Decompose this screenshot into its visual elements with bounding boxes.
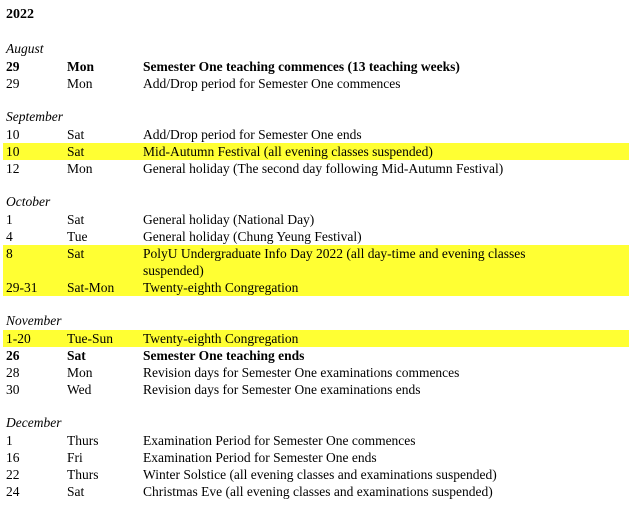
calendar-row-highlighted	[3, 330, 629, 347]
row-description: Examination Period for Semester One commences	[143, 433, 416, 448]
row-day: Sat	[67, 144, 85, 159]
row-description: Mid-Autumn Festival (all evening classes suspended)	[143, 144, 433, 159]
month-heading-october: October	[6, 194, 51, 209]
row-day: Sat	[67, 127, 85, 142]
calendar-row	[3, 75, 629, 92]
calendar-row	[3, 58, 629, 75]
row-day: Wed	[67, 382, 92, 397]
row-day: Sat	[67, 484, 85, 499]
calendar-row	[3, 126, 629, 143]
row-description: Add/Drop period for Semester One ends	[143, 127, 362, 142]
row-day: Mon	[67, 59, 94, 74]
row-day: Fri	[67, 450, 83, 465]
row-description: Christmas Eve (all evening classes and examinations suspended)	[143, 484, 493, 499]
row-date: 12	[6, 161, 20, 176]
row-description: PolyU Undergraduate Info Day 2022 (all day-time and evening classes suspended)	[143, 246, 526, 278]
row-description: General holiday (Chung Yeung Festival)	[143, 229, 362, 244]
row-day: Thurs	[67, 467, 99, 482]
row-date: 1-20	[6, 331, 31, 346]
row-day: Sat	[67, 246, 85, 261]
calendar-row-highlighted	[3, 245, 629, 279]
row-description: Revision days for Semester One examinations commences	[143, 365, 460, 380]
month-heading-september: September	[6, 109, 63, 124]
row-date: 10	[6, 127, 20, 142]
calendar-row	[3, 381, 629, 398]
row-day: Thurs	[67, 433, 99, 448]
row-description: Examination Period for Semester One ends	[143, 450, 377, 465]
row-day: Sat	[67, 212, 85, 227]
row-date: 10	[6, 144, 20, 159]
calendar-row	[3, 228, 629, 245]
row-date: 22	[6, 467, 20, 482]
row-day: Tue-Sun	[67, 331, 114, 346]
row-day: Mon	[67, 161, 93, 176]
row-date: 29	[6, 59, 20, 74]
calendar-row	[3, 211, 629, 228]
row-description: Winter Solstice (all evening classes and examinations suspended)	[143, 467, 497, 482]
row-description: General holiday (National Day)	[143, 212, 315, 227]
row-description: Twenty-eighth Congregation	[143, 331, 299, 346]
row-date: 24	[6, 484, 20, 499]
calendar-row	[3, 347, 629, 364]
month-heading-november: November	[6, 313, 62, 328]
row-description: Add/Drop period for Semester One commences	[143, 76, 401, 91]
row-date: 26	[6, 348, 20, 363]
row-date: 1	[6, 212, 13, 227]
calendar-row	[3, 160, 629, 177]
row-day: Tue	[67, 229, 88, 244]
row-date: 30	[6, 382, 20, 397]
calendar-row-highlighted	[3, 279, 629, 296]
calendar-row	[3, 364, 629, 381]
calendar-row-highlighted	[3, 143, 629, 160]
row-description: Revision days for Semester One examinations ends	[143, 382, 421, 397]
row-date: 29	[6, 76, 20, 91]
row-date: 16	[6, 450, 20, 465]
row-date: 28	[6, 365, 20, 380]
calendar-row	[3, 466, 629, 483]
row-day: Sat	[67, 348, 86, 363]
calendar-row	[3, 449, 629, 466]
row-date: 1	[6, 433, 13, 448]
year-heading: 2022	[6, 7, 34, 22]
row-day: Mon	[67, 76, 93, 91]
month-heading-december: December	[6, 415, 62, 430]
month-heading-august: August	[6, 41, 44, 56]
row-date: 8	[6, 246, 13, 261]
row-description: Semester One teaching ends	[143, 348, 305, 363]
calendar-row	[3, 432, 629, 449]
row-day: Mon	[67, 365, 93, 380]
row-description: Semester One teaching commences (13 teaching weeks)	[143, 59, 460, 74]
row-description: Twenty-eighth Congregation	[143, 280, 299, 295]
row-day: Sat-Mon	[67, 280, 115, 295]
row-date: 4	[6, 229, 13, 244]
calendar-row	[3, 483, 629, 500]
row-date: 29-31	[6, 280, 38, 295]
row-description: General holiday (The second day following Mid-Autumn Festival)	[143, 161, 504, 176]
